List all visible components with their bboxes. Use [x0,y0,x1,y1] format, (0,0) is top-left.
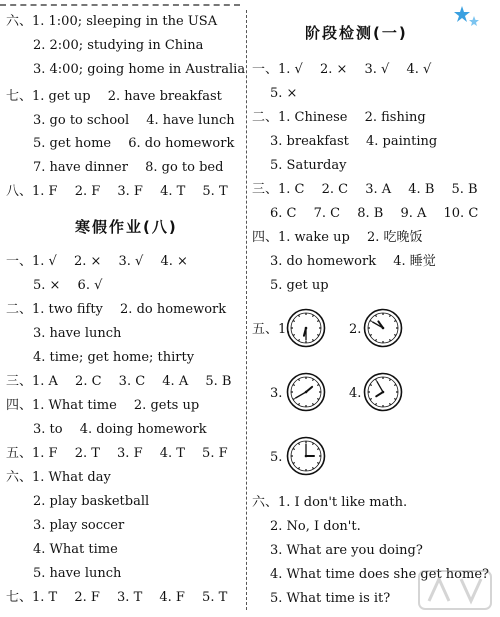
right-r2-line3: 5. Saturday [270,158,347,173]
clock-tick [394,385,396,386]
clock-tick [313,379,314,381]
left-h2-line3: 4. time; get home; thirty [33,350,195,365]
watermark-logo-icon [415,565,495,615]
clock-tick [370,399,372,400]
clock-minute-hand [296,392,306,398]
clock-tick [293,463,295,464]
right-r3-line2: 6. C 7. C 8. B 9. A 10. C [270,206,479,221]
left-h5: 五、1. F 2. T 3. F 4. T 5. F [6,446,228,461]
clock-tick [376,339,377,341]
left-sec6-q2: 2. 2:00; studying in China [33,38,204,53]
left-h6-line2: 2. play basketball [33,494,150,509]
clock-tick [313,339,314,341]
clock-icon [286,308,326,348]
left-h6-line1: 六、1. What day [6,470,111,485]
clock-minute-hand [377,382,383,392]
clock-center [305,455,308,458]
right-r6-line2: 2. No, I don't. [270,519,361,534]
clock-center [305,327,308,330]
left-sec7-line4: 7. have dinner 8. go to bed [33,160,224,175]
clock-tick [293,399,295,400]
clock-center [382,391,385,394]
right-r5-label4: 4. [349,386,362,401]
right-r4-line2: 3. do homework 4. 睡觉 [270,254,436,269]
clock-tick [317,385,319,386]
right-r4-line3: 5. get up [270,278,329,293]
clock-tick [317,335,319,336]
clock-tick [390,315,391,317]
clock-tick [390,379,391,381]
clock-tick [313,403,314,405]
left-sec7-line2: 3. go to school 4. have lunch [33,113,235,128]
clock-tick [313,443,314,445]
clock-tick [376,315,377,317]
clock-tick [293,335,295,336]
left-sec7-line1: 七、1. get up 2. have breakfast [6,89,222,104]
right-r1-line1: 一、1. √ 2. × 3. √ 4. √ [252,62,432,77]
clock-icon [363,372,403,412]
right-r6-line5: 5. What time is it? [270,591,391,606]
left-h6-line3: 3. play soccer [33,518,125,533]
clock-tick [317,463,319,464]
stage-test-title: 阶段检测(一) [305,24,408,42]
left-sec6-q3: 3. 4:00; going home in Australia [33,62,246,77]
right-r6-line3: 3. What are you doing? [270,543,423,558]
left-h2-line2: 3. have lunch [33,326,122,341]
clock-tick [299,339,300,341]
star-decoration-icon [452,4,482,34]
left-h1-line2: 5. × 6. √ [33,278,103,293]
left-h4-line2: 3. to 4. doing homework [33,422,207,437]
right-r5-label5: 5. [270,450,283,465]
clock-tick [370,335,372,336]
clock-tick [390,339,391,341]
right-r1-line2: 5. × [270,86,298,101]
clock-tick [317,321,319,322]
clock-tick [299,403,300,405]
right-r2-line2: 3. breakfast 4. painting [270,134,438,149]
right-r5-label3: 3. [270,386,283,401]
clock-center [305,391,308,394]
clock-tick [299,467,300,469]
clock-tick [293,321,295,322]
left-h6-line5: 5. have lunch [33,566,122,581]
clock-tick [370,385,372,386]
right-r3-line1: 三、1. C 2. C 3. A 4. B 5. B [252,182,478,197]
left-h4-line1: 四、1. What time 2. gets up [6,398,200,413]
clock-icon [286,372,326,412]
left-sec6-q1: 六、1. 1:00; sleeping in the USA [6,14,218,29]
right-r6-line1: 六、1. I don't like math. [252,495,408,510]
right-r6-line4: 4. What time does she get home? [270,567,489,582]
right-r4-line1: 四、1. wake up 2. 吃晚饭 [252,230,423,245]
clock-tick [370,321,372,322]
right-r5-label1: 五、1. [252,322,291,337]
column-divider [246,10,247,610]
left-h7: 七、1. T 2. F 3. T 4. F 5. T [6,590,228,605]
clock-tick [299,443,300,445]
clock-icon [363,308,403,348]
clock-tick [390,403,391,405]
clock-tick [299,379,300,381]
right-r5-label2: 2. [349,322,362,337]
left-h3: 三、1. A 2. C 3. C 4. A 5. B [6,374,232,389]
clock-center [382,327,385,330]
left-sec8: 八、1. F 2. F 3. F 4. T 5. T [6,184,228,199]
clock-tick [376,403,377,405]
clock-icon [286,436,326,476]
homework-title: 寒假作业(八) [75,218,178,236]
left-h6-line4: 4. What time [33,542,118,557]
clock-tick [376,379,377,381]
clock-tick [313,315,314,317]
left-h1-line1: 一、1. √ 2. × 3. √ 4. × [6,254,188,269]
clock-tick [317,399,319,400]
top-divider [0,4,240,6]
clock-tick [293,449,295,450]
clock-tick [394,321,396,322]
right-r2-line1: 二、1. Chinese 2. fishing [252,110,426,125]
left-h2-line1: 二、1. two fifty 2. do homework [6,302,227,317]
clock-tick [299,315,300,317]
clock-tick [293,385,295,386]
clock-tick [394,399,396,400]
clock-tick [394,335,396,336]
clock-tick [317,449,319,450]
clock-tick [313,467,314,469]
left-sec7-line3: 5. get home 6. do homework [33,136,235,151]
